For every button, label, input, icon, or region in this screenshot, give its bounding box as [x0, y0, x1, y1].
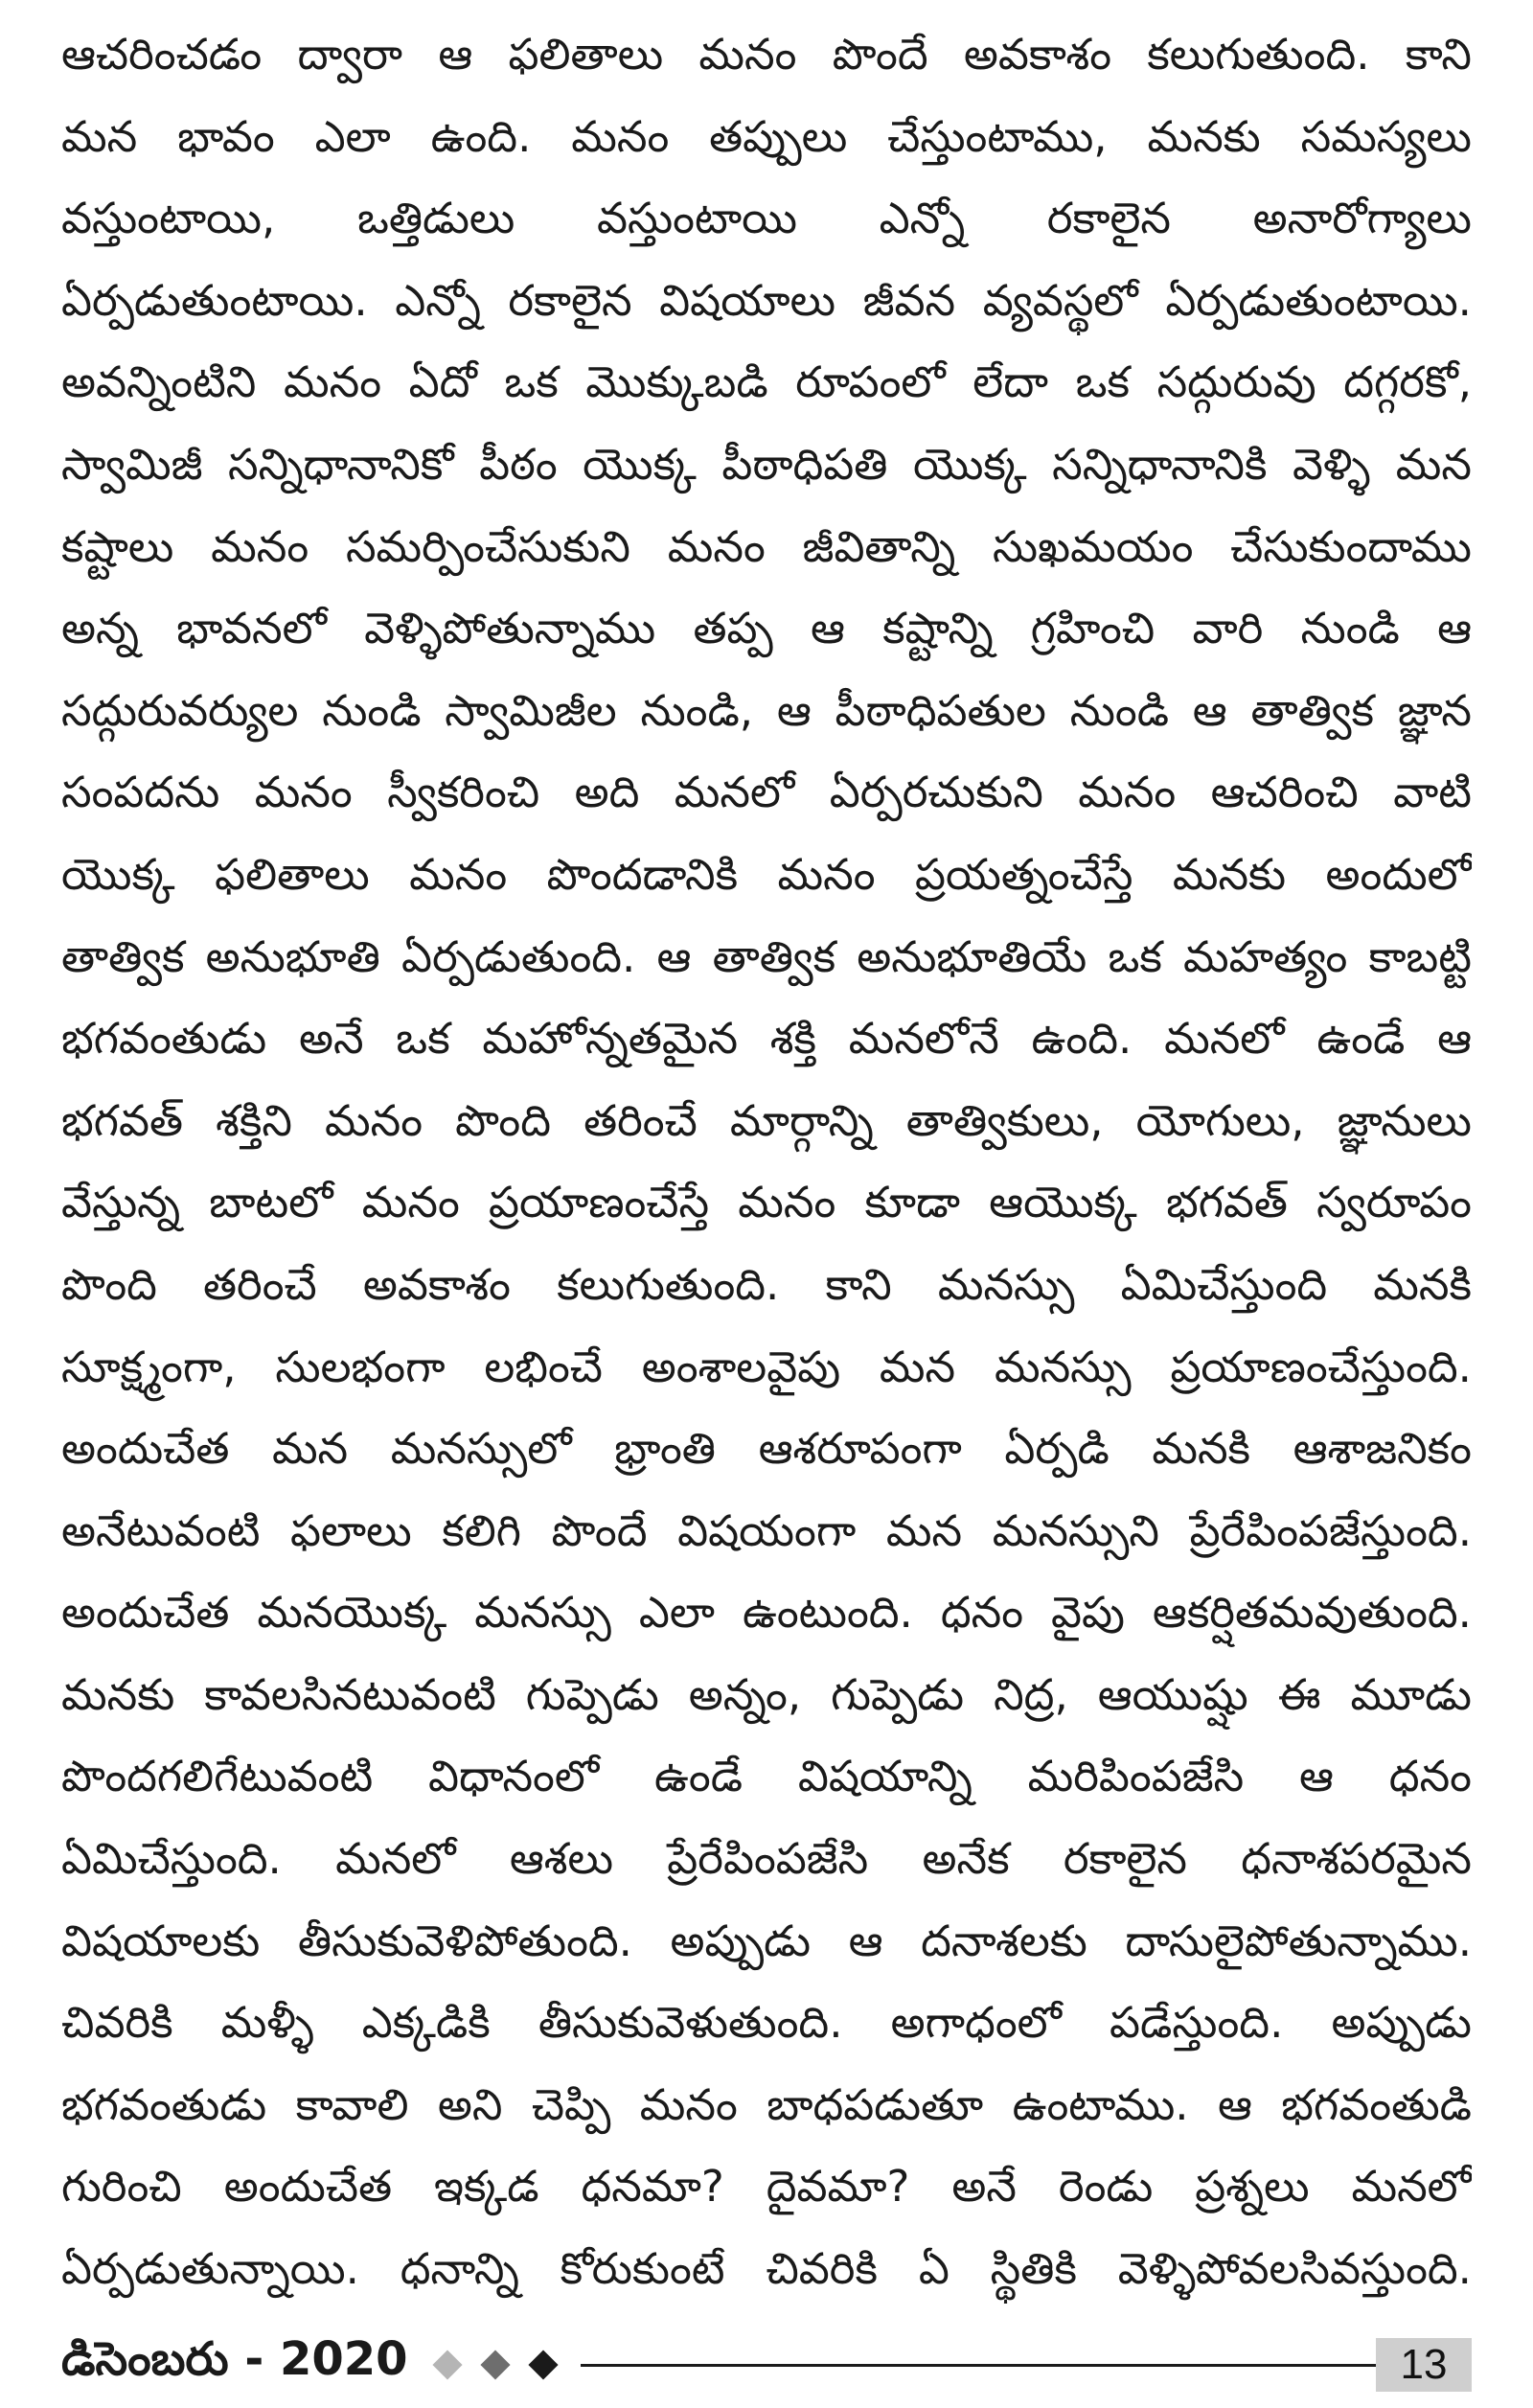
footer-rule — [581, 2364, 1376, 2367]
diamond-light-icon — [432, 2350, 462, 2379]
text-line: తాత్విక అనుభూతి ఏర్పడుతుంది. ఆ తాత్విక అనుభూతియే ఒక మహత్యం కాబట్టి — [61, 930, 1472, 982]
text-line: గురించి అందుచేత ఇక్కడ ధనమా? దైవమా? అనే రెండు ప్రశ్నలు మనలో — [61, 2161, 1472, 2213]
diamond-dark-icon — [528, 2350, 558, 2379]
text-line: భగవంతుడు అనే ఒక మహోన్నతమైన శక్తి మనలోనే ఉంది. మనలో ఉండే ఆ — [61, 1013, 1472, 1065]
text-line: స్వామిజీ సన్నిధానానికో పీఠం యొక్క పీఠాధిపతి యొక్క సన్నిధానానికి వెళ్ళి మన — [61, 438, 1472, 490]
text-line: భగవత్ శక్తిని మనం పొంది తరించే మార్గాన్ని తాత్వికులు, యోగులు, జ్ఞానులు — [61, 1094, 1472, 1146]
text-line: వేస్తున్న బాటలో మనం ప్రయాణంచేస్తే మనం కూడా ఆయొక్క భగవత్ స్వరూపం — [61, 1177, 1472, 1228]
text-line: విషయాలకు తీసుకువెళిపోతుంది. అప్పుడు ఆ దనాశలకు దాసులైపోతున్నాము. — [61, 1915, 1472, 1966]
text-line: అన్న భావనలో వెళ్ళిపోతున్నాము తప్ప ఆ కష్టాన్ని గ్రహించి వారి నుండి ఆ — [61, 603, 1472, 654]
text-line: భగవంతుడు కావాలి అని చెప్పి మనం బాధపడుతూ ఉంటాము. ఆ భగవంతుడి — [61, 2078, 1472, 2130]
page-footer — [61, 2327, 1472, 2403]
text-line: అందుచేత మనయొక్క మనస్సు ఎలా ఉంటుంది. ధనం వైపు ఆకర్షితమవుతుంది. — [61, 1587, 1472, 1639]
text-line: కష్టాలు మనం సమర్పించేసుకుని మనం జీవితాన్ని సుఖమయం చేసుకుందాము — [61, 520, 1472, 572]
text-line: ఆచరించడం ద్వారా ఆ ఫలితాలు మనం పొందే అవకాశం కలుగుతుంది. కాని — [61, 29, 1472, 80]
article-body — [61, 13, 1472, 2310]
text-line: మనకు కావలసినటువంటి గుప్పెడు అన్నం, గుప్పెడు నిద్ర, ఆయుష్షు ఈ మూడు — [61, 1668, 1472, 1720]
page-number: 13 — [1376, 2338, 1472, 2392]
text-line: మన భావం ఎలా ఉంది. మనం తప్పులు చేస్తుంటాము, మనకు సమస్యలు — [61, 110, 1472, 162]
text-line: పొందగలిగేటువంటి విధానంలో ఉండే విషయాన్ని మరిపింపజేసి ఆ ధనం — [61, 1751, 1472, 1802]
text-line: ఏమిచేస్తుంది. మనలో ఆశలు ప్రేరేపింపజేసి అనేక రకాలైన ధనాశపరమైన — [61, 1833, 1472, 1885]
diamond-medium-icon — [480, 2350, 510, 2379]
text-line: సద్గురువర్యుల నుండి స్వామిజీల నుండి, ఆ పీఠాధిపతుల నుండి ఆ తాత్విక జ్ఞాన — [61, 684, 1472, 736]
text-line: అవన్నింటిని మనం ఏదో ఒక మొక్కుబడి రూపంలో లేదా ఒక సద్గురువు దగ్గరకో, — [61, 356, 1472, 408]
text-line: వస్తుంటాయి, ఒత్తిడులు వస్తుంటాయి ఎన్నో రకాలైన అనారోగ్యాలు — [61, 193, 1472, 244]
text-line: అనేటువంటి ఫలాలు కలిగి పొందే విషయంగా మన మనస్సుని ప్రేరేపింపజేస్తుంది. — [61, 1504, 1472, 1556]
text-line: చివరికి మళ్ళీ ఎక్కడికి తీసుకువెళుతుంది. అగాధంలో పడేస్తుంది. అప్పుడు — [61, 1997, 1472, 2049]
text-line: అందుచేత మన మనస్సులో భ్రాంతి ఆశరూపంగా ఏర్పడి మనకి ఆశాజనికం — [61, 1423, 1472, 1475]
text-line: ఏర్పడుతుంటాయి. ఎన్నో రకాలైన విషయాలు జీవన వ్యవస్థలో ఏర్పడుతుంటాయి. — [61, 274, 1472, 326]
text-line: ఏర్పడుతున్నాయి. ధనాన్ని కోరుకుంటే చివరికి ఏ స్థితికి వెళ్ళిపోవలసివస్తుంది. — [61, 2243, 1472, 2295]
text-line: సూక్ష్మంగా, సులభంగా లభించే అంశాలవైపు మన మనస్సు ప్రయాణంచేస్తుంది. — [61, 1341, 1472, 1392]
issue-date: డిసెంబరు - 2020 — [61, 2332, 408, 2386]
text-line: సంపదను మనం స్వీకరించి అది మనలో ఏర్పరచుకుని మనం ఆచరించి వాటి — [61, 767, 1472, 818]
text-line: పొంది తరించే అవకాశం కలుగుతుంది. కాని మనస్సు ఏమిచేస్తుంది మనకి — [61, 1258, 1472, 1310]
text-line: యొక్క ఫలితాలు మనం పొందడానికి మనం ప్రయత్నంచేస్తే మనకు అందులో — [61, 848, 1472, 900]
